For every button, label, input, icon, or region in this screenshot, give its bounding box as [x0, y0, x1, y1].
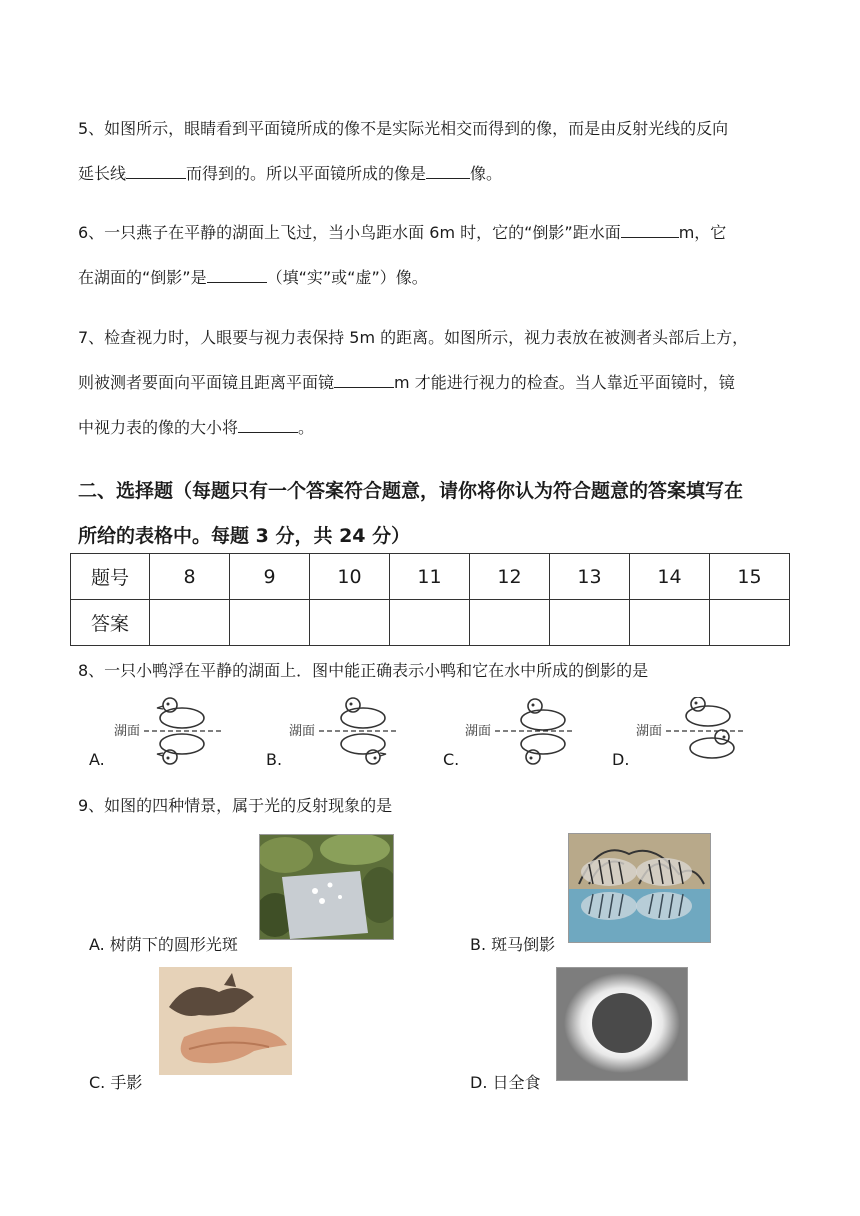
duck-figure-d	[634, 697, 784, 769]
answer-blank[interactable]	[334, 373, 394, 388]
table-row	[71, 554, 790, 600]
q6-text-a: 6、一只燕子在平静的湖面上飞过，当小鸟距水面 6m 时，它的“倒影”距水面	[78, 223, 621, 242]
option-b-caption[interactable]: B. 斑马倒影	[470, 935, 556, 954]
answer-blank[interactable]	[426, 164, 470, 179]
question-number-cell: 15	[710, 554, 790, 600]
duck-figure-c	[463, 697, 613, 769]
solar-eclipse-image	[556, 967, 688, 1081]
section-heading-line1: 二、选择题（每题只有一个答案符合题意，请你将你认为符合题意的答案填写在	[78, 480, 744, 502]
answer-cell[interactable]	[710, 600, 790, 646]
lake-surface-label: 湖面	[465, 724, 492, 739]
answer-cell[interactable]	[230, 600, 310, 646]
question-number-cell: 12	[470, 554, 550, 600]
duck-figure-b	[287, 697, 437, 769]
q6-line2	[78, 268, 790, 288]
question-number-cell: 13	[550, 554, 630, 600]
option-c-caption[interactable]: C. 手影	[89, 1073, 143, 1092]
q5-text-a: 延长线	[78, 164, 127, 183]
answer-blank[interactable]	[126, 164, 186, 179]
option-b-label[interactable]: B.	[266, 750, 283, 769]
q5-text-c: 像。	[470, 164, 503, 183]
zebra-reflection-image	[568, 833, 711, 943]
question-number-cell: 10	[310, 554, 390, 600]
answer-cell[interactable]	[630, 600, 710, 646]
q9-text: 9、如图的四种情景，属于光的反射现象的是	[78, 796, 393, 815]
q7-line2	[78, 373, 790, 393]
answer-cell[interactable]	[470, 600, 550, 646]
q6-text-c: 在湖面的“倒影”是	[78, 268, 207, 287]
q8-text: 8、一只小鸭浮在平静的湖面上．图中能正确表示小鸭和它在水中所成的倒影的是	[78, 661, 649, 680]
answer-table	[70, 553, 790, 646]
table-header-cell: 题号	[71, 554, 150, 600]
q5-text-b: 而得到的。所以平面镜所成的像是	[186, 164, 427, 183]
option-a-label[interactable]: A.	[89, 750, 105, 769]
option-d-caption[interactable]: D. 日全食	[470, 1073, 541, 1092]
table-row	[71, 600, 790, 646]
question-number-cell: 9	[230, 554, 310, 600]
option-a-caption[interactable]: A. 树荫下的圆形光斑	[89, 935, 238, 954]
q7-text-b: m 才能进行视力的检查。当人靠近平面镜时，镜	[394, 373, 735, 392]
option-d-label[interactable]: D.	[612, 750, 630, 769]
section-heading-line2: 所给的表格中。每题 3 分，共 24 分）	[78, 525, 411, 547]
answer-blank[interactable]	[207, 268, 267, 283]
q6-text-b: m，它	[678, 223, 727, 242]
answer-blank[interactable]	[238, 418, 298, 433]
q7-text-a: 则被测者要面向平面镜且距离平面镜	[78, 373, 335, 392]
lake-surface-label: 湖面	[636, 724, 663, 739]
answer-blank[interactable]	[621, 223, 679, 238]
q7-text-c: 中视力表的像的大小将	[78, 418, 239, 437]
q7-text-d: 。	[298, 418, 315, 437]
q6-line1	[78, 223, 790, 243]
answer-cell[interactable]	[310, 600, 390, 646]
q7-line1: 7、检查视力时，人眼要与视力表保持 5m 的距离。如图所示，视力表放在被测者头部后上方，	[78, 328, 749, 347]
lake-surface-label: 湖面	[289, 724, 316, 739]
question-number-cell: 8	[150, 554, 230, 600]
lake-surface-label: 湖面	[114, 724, 141, 739]
duck-figure-a	[112, 697, 262, 769]
answer-cell[interactable]	[550, 600, 630, 646]
option-c-label[interactable]: C.	[443, 750, 460, 769]
q5-line1: 5、如图所示，眼睛看到平面镜所成的像不是实际光相交而得到的像，而是由反射光线的反向	[78, 119, 729, 138]
q5-line2	[78, 164, 790, 184]
question-number-cell: 11	[390, 554, 470, 600]
q7-line3	[78, 418, 790, 438]
tree-shade-light-spots-image	[259, 834, 394, 940]
hand-shadow-image	[159, 967, 292, 1075]
table-header-cell: 答案	[71, 600, 150, 646]
q6-text-d: （填“实”或“虚”）像。	[266, 268, 428, 287]
answer-cell[interactable]	[390, 600, 470, 646]
question-number-cell: 14	[630, 554, 710, 600]
answer-cell[interactable]	[150, 600, 230, 646]
